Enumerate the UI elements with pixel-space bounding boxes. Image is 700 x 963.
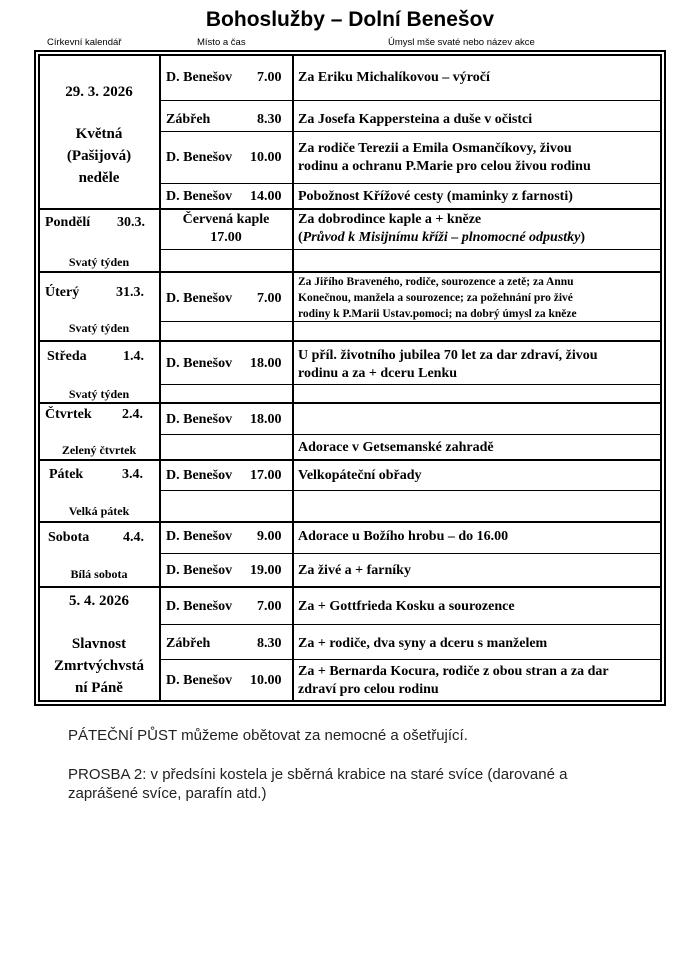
day-subtitle: Zelený čtvrtek [61,443,137,457]
row-divider [159,183,662,184]
day-label: Pondělí [45,215,91,230]
note-fasting: PÁTEČNÍ PŮST můžeme obětovat za nemocné a ošetřující. [68,727,468,744]
note-request-line1: PROSBA 2: v předsíni kostela je sběrná krabice na staré svíce (darované a [68,766,568,783]
service-place: D. Benešov [166,70,233,85]
service-intention: Konečnou, manžela a sourozence; za požehnání pro živé [298,292,573,304]
day-subtitle: Velká pátek [68,504,130,518]
day-date: 3.4. [122,467,143,482]
service-place: D. Benešov [166,356,233,371]
day-label: Pátek [49,467,84,482]
service-time: 18.00 [250,412,282,427]
day-label: Úterý [45,285,80,300]
row-divider [159,434,662,435]
service-intention: rodinu a ochranu P.Marie pro celou živou rodinu [298,159,591,174]
day-date: 1.4. [123,349,144,364]
day-divider [38,340,662,342]
service-place: D. Benešov [166,291,233,306]
day-subtitle: Svatý týden [68,321,130,335]
service-time: 17.00 [210,230,242,245]
service-intention: Velkopáteční obřady [298,468,422,483]
service-intention: Adorace u Božího hrobu – do 16.00 [298,529,509,544]
service-time: 8.30 [257,112,282,127]
service-place: Červená kaple [182,212,270,227]
service-time: 8.30 [257,636,282,651]
row-divider [159,321,662,322]
service-place: D. Benešov [166,673,233,688]
day-name: Zmrtvýchvstá [54,658,144,674]
service-place: Zábřeh [166,636,211,651]
service-place: D. Benešov [166,412,233,427]
service-intention: (Průvod k Misijnímu kříži – plnomocné odpustky) [298,230,586,245]
service-intention: U příl. životního jubilea 70 let za dar zdraví, živou [298,348,598,363]
service-place: D. Benešov [166,563,233,578]
service-time: 18.00 [250,356,282,371]
note-request-line2: zaprášené svíce, parafín atd.) [68,785,267,802]
day-name: Slavnost [71,636,127,652]
service-place: D. Benešov [166,189,233,204]
day-name: (Pašijová) [66,148,132,164]
service-intention: zdraví pro celou rodinu [298,682,439,697]
row-divider [159,624,662,625]
day-date: 5. 4. 2026 [69,593,129,609]
service-time: 14.00 [250,189,282,204]
day-date: 31.3. [116,285,144,300]
service-intention: Za + Bernarda Kocura, rodiče z obou stran a za dar [298,664,609,679]
service-intention: Za Jiřího Braveného, rodiče, sourozence a zetě; za Annu [298,276,574,288]
service-intention: Za + Gottfrieda Kosku a sourozence [298,599,515,614]
service-time: 7.00 [257,70,282,85]
service-place: Zábřeh [166,112,211,127]
column-divider [159,54,161,702]
service-intention: Za Eriku Michalíkovou – výročí [298,70,490,85]
service-intention: Adorace v Getsemanské zahradě [298,440,494,455]
service-time: 10.00 [250,150,282,165]
service-time: 17.00 [250,468,282,483]
header-place-time: Místo a čas [197,37,246,48]
header-calendar: Církevní kalendář [47,37,122,48]
row-divider [159,384,662,385]
day-label: Sobota [48,530,90,545]
day-subtitle: Svatý týden [68,387,130,401]
day-label: Středa [47,349,87,364]
service-intention: Za + rodiče, dva syny a dceru s manželem [298,636,548,651]
day-divider [38,459,662,461]
page-title: Bohoslužby – Dolní Benešov [205,8,495,31]
row-divider [159,553,662,554]
header-intention: Úmysl mše svaté nebo název akce [388,37,535,48]
day-divider [38,208,662,210]
service-time: 7.00 [257,291,282,306]
day-subtitle: Bílá sobota [70,567,128,581]
column-divider [292,54,294,702]
service-time: 10.00 [250,673,282,688]
service-intention-italic: Průvod k Misijnímu kříži – plnomocné odpustky [302,230,581,245]
day-name: ní Páně [75,680,123,696]
service-place: D. Benešov [166,529,233,544]
row-divider [159,249,662,250]
day-date: 29. 3. 2026 [65,84,133,100]
row-divider [159,659,662,660]
service-place: D. Benešov [166,599,233,614]
day-subtitle: Svatý týden [68,255,130,269]
day-label: Čtvrtek [45,407,92,422]
service-intention: Za živé a + farníky [298,563,411,578]
service-intention: Za dobrodince kaple a + kněze [298,212,482,227]
row-divider [159,490,662,491]
service-time: 7.00 [257,599,282,614]
day-name: neděle [78,170,120,186]
service-intention: Za Josefa Kappersteina a duše v očistci [298,112,533,127]
day-name: Květná [75,126,123,142]
day-divider [38,586,662,588]
service-place: D. Benešov [166,468,233,483]
service-time: 19.00 [250,563,282,578]
service-intention: Pobožnost Křížové cesty (maminky z farnosti) [298,189,573,204]
service-intention: rodiny k P.Marii Ustav.pomoci; na dobrý úmysl za kněze [298,308,577,320]
day-divider [38,271,662,273]
service-time: 9.00 [257,529,282,544]
day-date: 4.4. [123,530,144,545]
day-date: 2.4. [122,407,143,422]
day-date: 30.3. [117,215,145,230]
service-intention: rodinu a za + dceru Lenku [298,366,458,381]
service-place: D. Benešov [166,150,233,165]
day-divider [38,521,662,523]
row-divider [159,131,662,132]
service-intention: Za rodiče Terezii a Emila Osmančíkovy, živou [298,141,572,156]
row-divider [159,100,662,101]
